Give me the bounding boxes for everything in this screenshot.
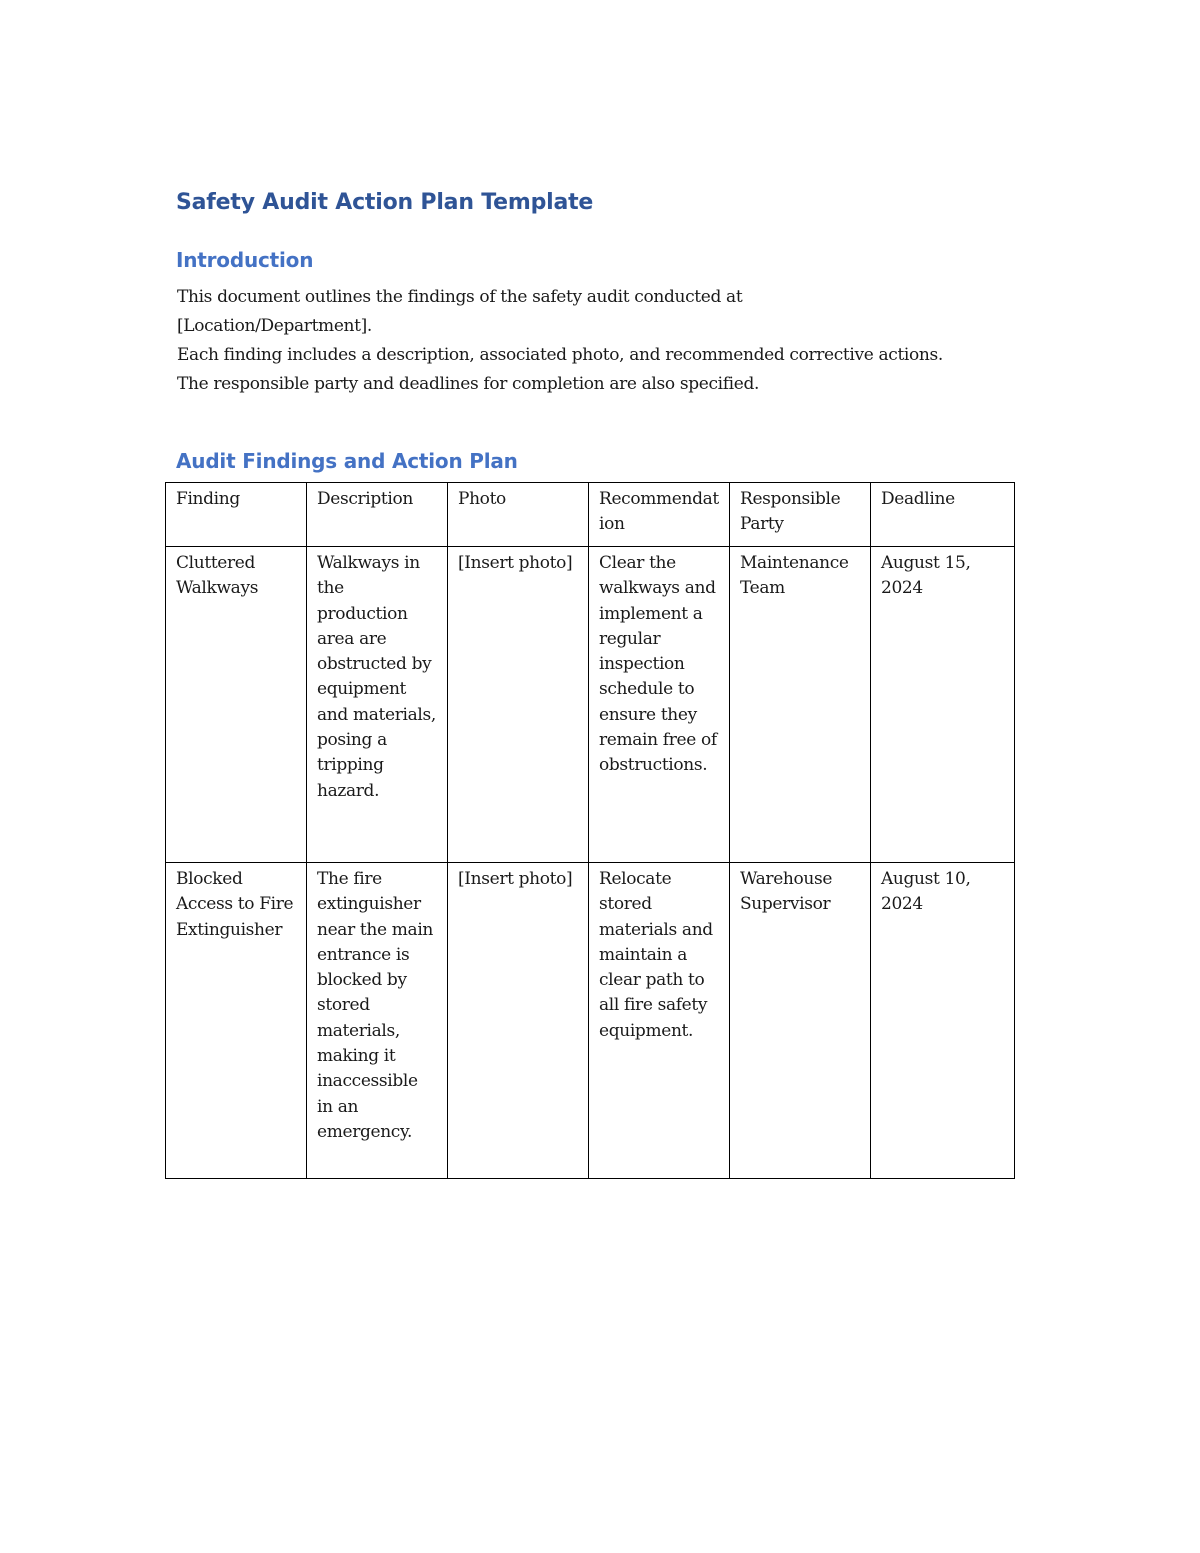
column-header-finding: Finding	[166, 483, 307, 547]
description-cell: The fire extinguisher near the main entrance is blocked by stored materials, making it inaccessible in an emergency.	[307, 863, 448, 1179]
column-header-responsible-party: Responsible Party	[730, 483, 871, 547]
description-cell: Walkways in the production area are obstructed by equipment and materials, posing a tripping hazard.	[307, 547, 448, 863]
findings-heading: Audit Findings and Action Plan	[176, 449, 518, 473]
introduction-body	[177, 283, 1057, 399]
finding-cell: Blocked Access to Fire Extinguisher	[166, 863, 307, 1179]
responsible-party-cell: Warehouse Supervisor	[730, 863, 871, 1179]
table-row	[166, 547, 1015, 863]
table-header-row	[166, 483, 1015, 547]
intro-line: Each finding includes a description, associated photo, and recommended corrective actions.	[177, 345, 943, 365]
table-row	[166, 863, 1015, 1179]
deadline-cell: August 10, 2024	[871, 863, 1015, 1179]
column-header-description: Description	[307, 483, 448, 547]
introduction-heading: Introduction	[176, 248, 314, 272]
photo-placeholder-cell: [Insert photo]	[448, 547, 589, 863]
recommendation-cell: Clear the walkways and implement a regular inspection schedule to ensure they remain free of obstructions.	[589, 547, 730, 863]
action-plan-table	[165, 482, 1015, 1179]
column-header-photo: Photo	[448, 483, 589, 547]
column-header-deadline: Deadline	[871, 483, 1015, 547]
intro-line: The responsible party and deadlines for completion are also specified.	[177, 374, 760, 394]
recommendation-cell: Relocate stored materials and maintain a clear path to all fire safety equipment.	[589, 863, 730, 1179]
deadline-cell: August 15, 2024	[871, 547, 1015, 863]
responsible-party-cell: Maintenance Team	[730, 547, 871, 863]
intro-line: This document outlines the findings of the safety audit conducted at	[177, 287, 743, 307]
intro-line: [Location/Department].	[177, 316, 372, 336]
column-header-recommendation: Recommendation	[589, 483, 730, 547]
finding-cell: Cluttered Walkways	[166, 547, 307, 863]
document-title: Safety Audit Action Plan Template	[176, 190, 594, 215]
photo-placeholder-cell: [Insert photo]	[448, 863, 589, 1179]
